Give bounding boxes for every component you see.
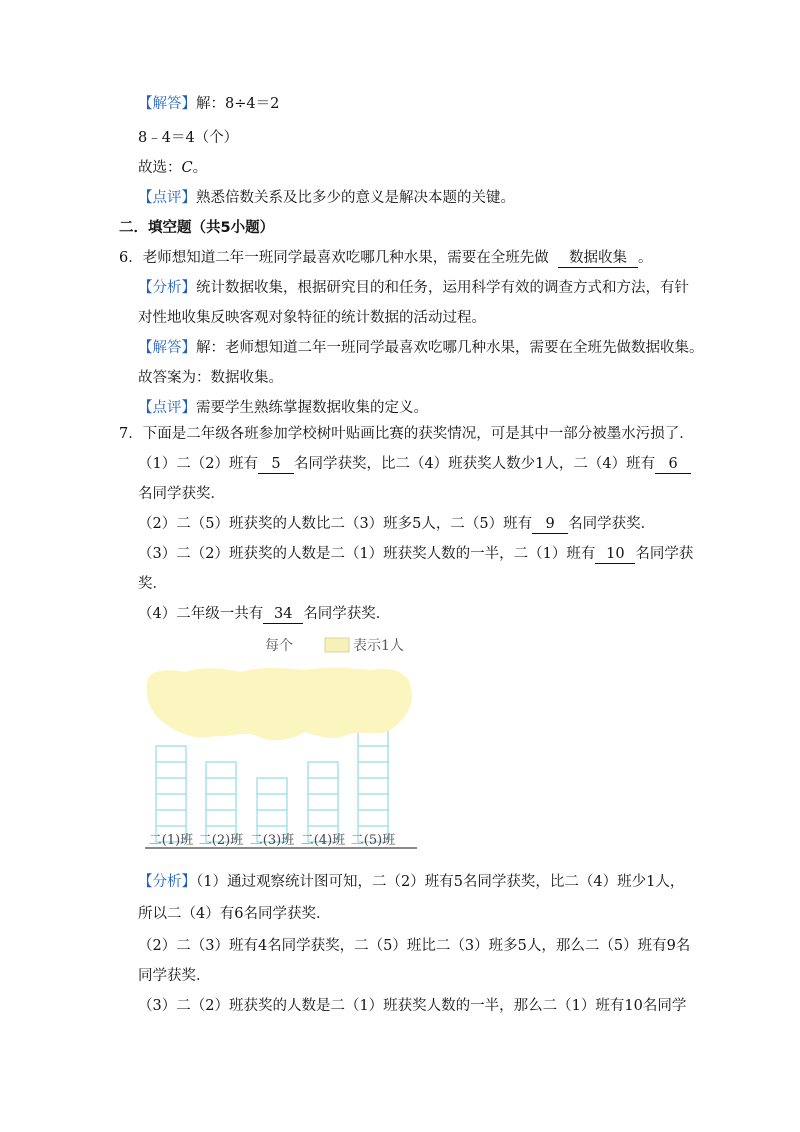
x-tick-label: 二(5)班 — [350, 833, 396, 848]
q6-analysis-line-1 — [138, 278, 689, 298]
pictograph-chart — [145, 632, 417, 850]
pictograph-block — [358, 762, 388, 778]
q7-part1-blank2: 6 — [655, 455, 691, 474]
solution-tag: 【解答】 — [138, 340, 196, 356]
q6-stem — [119, 248, 652, 268]
pictograph-block — [206, 810, 236, 826]
q7-part3 — [138, 544, 693, 564]
answer5-choose-line — [138, 158, 207, 178]
solve-prefix: 解： — [196, 96, 225, 112]
q7-part1-a: （1）二（2）班有 — [138, 456, 258, 472]
q7-part4 — [138, 604, 390, 624]
pictograph-block — [156, 794, 186, 810]
pictograph-block — [206, 762, 236, 778]
analysis-tag: 【分析】 — [138, 874, 196, 890]
pictograph-block — [257, 778, 287, 794]
q6-end: 。 — [637, 250, 653, 266]
pictograph-block — [308, 778, 338, 794]
q7-part4-b: 名同学获奖． — [303, 606, 391, 622]
section-title: 二．填空题（共5小题） — [119, 220, 275, 236]
x-tick-label: 二(2)班 — [198, 833, 244, 848]
q7-part1-c: 名同学获奖． — [138, 486, 225, 502]
comment-tag: 【点评】 — [138, 400, 196, 416]
legend-suffix-label: 表示1人 — [353, 638, 404, 654]
choose-prefix: 故选： — [138, 160, 182, 176]
q6-comment-text: 需要学生熟练掌握数据收集的定义。 — [196, 400, 428, 416]
q6-analysis-text-1: 统计数据收集，根据研究目的和任务，运用科学有效的调查方式和方法，有针 — [196, 280, 689, 296]
q6-solution-line — [138, 338, 704, 358]
bars-group — [156, 730, 388, 842]
pictograph-block — [156, 778, 186, 794]
x-tick-label: 二(1)班 — [148, 833, 194, 848]
x-tick-label: 二(4)班 — [300, 833, 346, 848]
choose-suffix: 。 — [192, 160, 208, 176]
q6-answer-line: 故答案为：数据收集。 — [138, 370, 283, 386]
q7-part2-a: （2）二（5）班获奖的人数比二（3）班多5人，二（5）班有 — [138, 516, 533, 532]
pictograph-block — [358, 746, 388, 762]
legend-box-icon — [325, 638, 349, 652]
q6-text: 老师想知道二年一班同学最喜欢吃哪几种水果，需要在全班先做 — [142, 250, 549, 266]
q7-analysis-line-1 — [138, 872, 684, 892]
pictograph-block — [156, 810, 186, 826]
pictograph-block — [308, 762, 338, 778]
q7-analysis-line-5: （3）二（2）班获奖的人数是二（1）班获奖人数的一半，那么二（1）班有10名同学 — [138, 998, 687, 1014]
ink-stain — [147, 668, 412, 741]
pictograph-block — [358, 794, 388, 810]
comment-text: 熟悉倍数关系及比多少的意义是解决本题的关键。 — [196, 190, 515, 206]
pictograph-block — [156, 762, 186, 778]
equation-2: 8﹣4＝4（个） — [138, 130, 239, 146]
analysis-tag: 【分析】 — [138, 280, 196, 296]
q7-analysis-text-1: （1）通过观察统计图可知，二（2）班有5名同学获奖，比二（4）班少1人， — [196, 874, 685, 890]
choose-letter: C — [181, 160, 193, 176]
pictograph-block — [358, 778, 388, 794]
solution-tag: 【解答】 — [138, 96, 196, 112]
q7-part1 — [138, 454, 691, 474]
q7-analysis-line-4: 同学获奖． — [138, 968, 211, 984]
q6-comment-line — [138, 398, 428, 418]
q7-part3-b: 名同学获 — [635, 546, 694, 562]
q7-stem — [119, 424, 694, 444]
q7-part3-c: 奖． — [138, 576, 167, 592]
pictograph-figure — [145, 632, 417, 850]
pictograph-block — [358, 810, 388, 826]
q7-part1-blank1: 5 — [258, 455, 294, 474]
q7-part2-b: 名同学获奖． — [568, 516, 656, 532]
q7-part4-a: （4）二年级一共有 — [138, 606, 264, 622]
pictograph-block — [308, 810, 338, 826]
q6-answer-blank: 数据收集 — [558, 249, 638, 268]
x-tick-label: 二(3)班 — [249, 833, 295, 848]
q7-number: 7． — [119, 426, 143, 442]
legend-prefix-label: 每个 — [265, 638, 293, 654]
q6-solution-text: 解：老师想知道二年一班同学最喜欢吃哪几种水果，需要在全班先做数据收集。 — [196, 340, 704, 356]
pictograph-block — [206, 778, 236, 794]
q6-analysis-line-2: 对性地收集反映客观对象特征的统计数据的活动过程。 — [138, 310, 486, 326]
q7-part1-b: 名同学获奖，比二（4）班获奖人数少1人，二（4）班有 — [293, 456, 656, 472]
pictograph-block — [308, 794, 338, 810]
comment-tag: 【点评】 — [138, 190, 196, 206]
pictograph-block — [257, 810, 287, 826]
x-labels-group — [149, 833, 395, 848]
q7-analysis-line-2: 所以二（4）有6名同学获奖． — [138, 906, 331, 922]
answer5-solve-line — [138, 94, 279, 114]
q7-part3-a: （3）二（2）班获奖的人数是二（1）班获奖人数的一半，二（1）班有 — [138, 546, 596, 562]
q7-analysis-line-3: （2）二（3）班有4名同学获奖，二（5）班比二（3）班多5人，那么二（5）班有9名 — [138, 938, 691, 954]
equation-1: 8÷4＝2 — [225, 96, 280, 112]
q7-part2 — [138, 514, 655, 534]
q6-number: 6． — [119, 250, 143, 266]
q7-part2-blank: 9 — [532, 515, 568, 534]
answer5-comment-line — [138, 188, 515, 208]
q7-part4-blank: 34 — [263, 605, 303, 624]
q7-text: 下面是二年级各班参加学校树叶贴画比赛的获奖情况，可是其中一部分被墨水污损了． — [142, 426, 694, 442]
pictograph-block — [156, 746, 186, 762]
q7-part3-blank: 10 — [595, 545, 635, 564]
pictograph-block — [206, 794, 236, 810]
pictograph-block — [257, 794, 287, 810]
